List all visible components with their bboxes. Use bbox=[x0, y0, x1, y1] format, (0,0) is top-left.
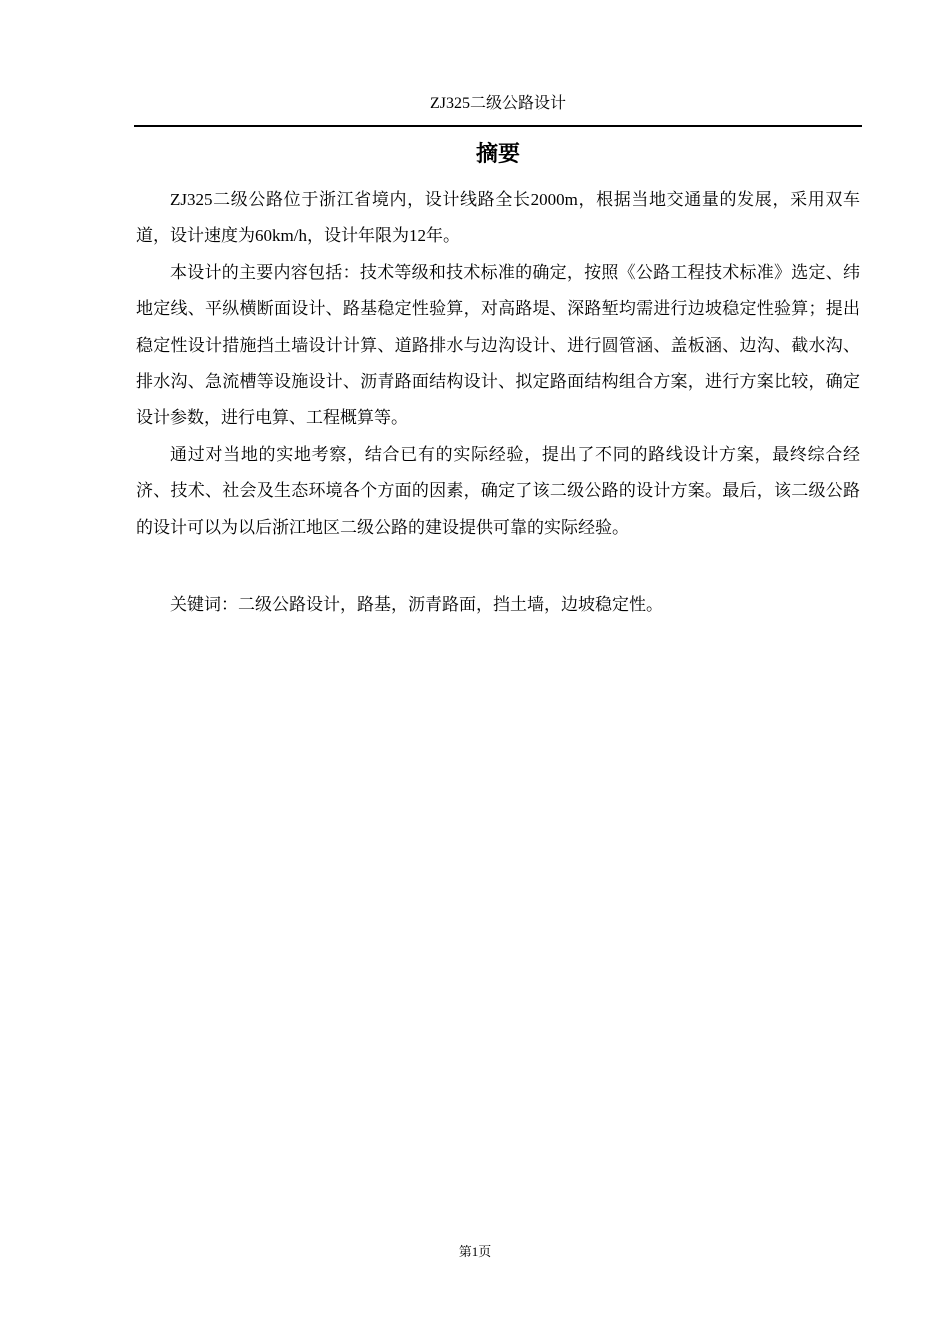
abstract-heading: 摘要 bbox=[475, 141, 520, 166]
page-number: 第1页 bbox=[458, 1244, 492, 1259]
abstract-paragraph: 本设计的主要内容包括：技术等级和技术标准的确定，按照《公路工程技术标准》选定、纬地定线、平纵横断面设计、路基稳定性验算，对高路堤、深路堑均需进行边坡稳定性验算；提出稳定性设计措施挡土墙设计计算、道路排水与边沟设计、进行圆管涵、盖板涵、边沟、截水沟、排水沟、急流槽等设施设计、沥青路面结构设计、拟定路面结构组合方案，进行方案比较，确定设计参数，进行电算、工程概算等。 bbox=[136, 262, 860, 428]
header-rule bbox=[134, 125, 862, 127]
abstract-paragraph: ZJ325二级公路位于浙江省境内，设计线路全长2000m，根据当地交通量的发展，采用双车道，设计速度为60km/h，设计年限为12年。 bbox=[136, 190, 860, 246]
abstract-paragraph: 通过对当地的实地考察，结合已有的实际经验，提出了不同的路线设计方案，最终综合经济、技术、社会及生态环境各个方面的因素，确定了该二级公路的设计方案。最后，该二级公路的设计可以为以后浙江地区二级公路的建设提供可靠的实际经验。 bbox=[136, 444, 860, 537]
running-header: ZJ325二级公路设计 bbox=[429, 95, 566, 112]
abstract-body bbox=[136, 182, 860, 546]
keywords-line: 关键词：二级公路设计，路基，沥青路面，挡土墙，边坡稳定性。 bbox=[170, 595, 663, 614]
